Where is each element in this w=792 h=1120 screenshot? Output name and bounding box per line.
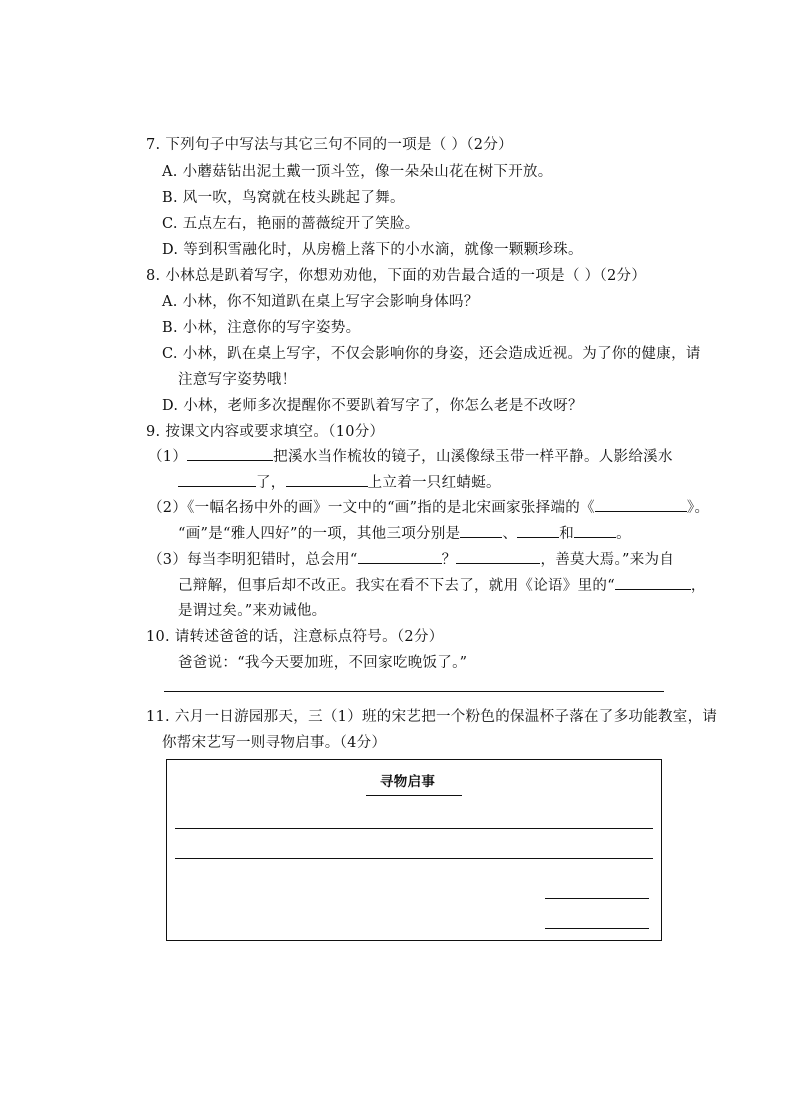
q7-stem: 7. 下列句子中写法与其它三句不同的一项是（ ）（2分） (146, 137, 513, 153)
q9-part3-line1 (148, 549, 674, 570)
q9-part1-text-c: 上立着一只红蜻蜓。 (367, 475, 501, 491)
notice-answer-line-2[interactable] (175, 858, 653, 859)
q7-option-c: C. 五点左右，艳丽的蔷薇绽开了笑脸。 (162, 216, 420, 232)
q9-part2-text-f: 。 (616, 526, 631, 542)
q8-option-c-line1: C. 小林，趴在桌上写字，不仅会影响你的身姿，还会造成近视。为了你的健康，请 (162, 346, 701, 362)
q9-part3-text-d: 己辩解，但事后却不改正。我实在看不下去了，就用《论语》里的“ (178, 578, 615, 594)
q8-option-d: D. 小林，老师多次提醒你不要趴着写字了，你怎么老是不改呀？ (162, 398, 583, 414)
answer-line[interactable] (164, 691, 664, 692)
notice-answer-line-1[interactable] (175, 828, 653, 829)
q8-stem: 8. 小林总是趴着写字，你想劝劝他，下面的劝告最合适的一项是（ ）（2分） (146, 268, 647, 284)
q11-stem-line2: 你帮宋艺写一则寻物启事。（4分） (162, 735, 387, 751)
q9-part2-text-a: （2）《一幅名扬中外的画》一文中的“画”指的是北宋画家张择端的《 (148, 500, 595, 516)
answer-blank[interactable] (460, 523, 502, 538)
q9-part2-text-d: 、 (502, 526, 518, 542)
date-line[interactable] (545, 928, 649, 929)
q9-part3-line3: 是谓过矣。”来劝诫他。 (178, 603, 327, 619)
q11-stem-line1: 11. 六月一日游园那天，三（1）班的宋艺把一个粉色的保温杯子落在了多功能教室，请 (146, 709, 718, 725)
q9-part3-text-a: （3）每当李明犯错时，总会用“ (148, 552, 358, 568)
lost-notice-title: 寻物启事 (380, 774, 436, 790)
q9-part2-text-b: 》。 (686, 500, 710, 516)
q7-option-a: A. 小蘑菇钻出泥土戴一顶斗笠，像一朵朵山花在树下开放。 (162, 164, 553, 180)
q9-part2-line2 (178, 523, 631, 544)
signature-line[interactable] (545, 898, 649, 899)
q9-stem: 9. 按课文内容或要求填空。（10分） (146, 424, 385, 440)
q9-part3-text-e: ， (690, 578, 706, 594)
answer-blank[interactable] (574, 523, 616, 538)
q9-part3-text-c: ，善莫大焉。”来为自 (540, 552, 675, 568)
title-underline (366, 795, 462, 796)
q10-quote: 爸爸说：“我今天要加班，不回家吃晚饭了。” (178, 655, 468, 671)
q9-part3-line2 (178, 575, 706, 596)
q8-option-a: A. 小林，你不知道趴在桌上写字会影响身体吗？ (162, 294, 479, 310)
answer-blank[interactable] (178, 472, 256, 487)
q10-stem: 10. 请转述爸爸的话，注意标点符号。（2分） (146, 629, 444, 645)
answer-blank[interactable] (517, 523, 559, 538)
q9-part1-label: （1） (148, 449, 188, 465)
q8-option-c-line2: 注意写字姿势哦！ (178, 372, 297, 388)
q9-part1-text-a: 把溪水当作梳妆的镜子，山溪像绿玉带一样平静。人影给溪水 (273, 449, 673, 465)
q9-part2-line1 (148, 497, 709, 518)
q9-part2-text-c: “画”是“雅人四好”的一项，其他三项分别是 (178, 526, 461, 542)
q7-option-b: B. 风一吹，鸟窝就在枝头跳起了舞。 (162, 190, 405, 206)
answer-blank[interactable] (595, 497, 687, 512)
q9-part3-text-b: ？ (441, 552, 457, 568)
answer-blank[interactable] (286, 472, 368, 487)
q9-part1-line1 (148, 446, 673, 467)
answer-blank[interactable] (456, 549, 540, 564)
q9-part1-line2 (178, 472, 501, 493)
answer-blank[interactable] (187, 446, 273, 461)
q9-part1-text-b: 了， (256, 475, 286, 491)
answer-blank[interactable] (615, 575, 691, 590)
q7-option-d: D. 等到积雪融化时，从房檐上落下的小水滴，就像一颗颗珍珠。 (162, 242, 583, 258)
q8-option-b: B. 小林，注意你的写字姿势。 (162, 320, 361, 336)
q9-part2-text-e: 和 (559, 526, 575, 542)
answer-blank[interactable] (358, 549, 442, 564)
